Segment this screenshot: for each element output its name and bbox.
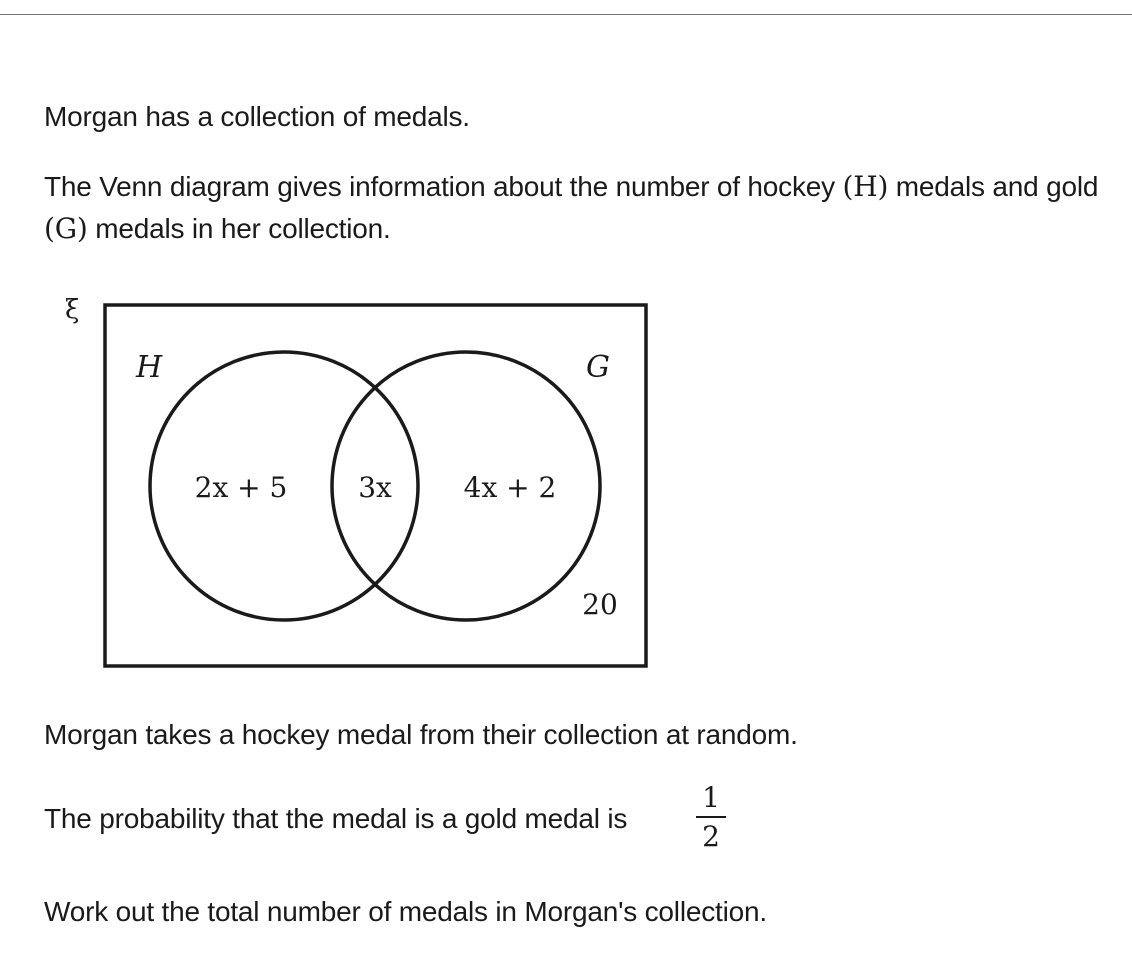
fraction-numerator: 1 [702, 781, 720, 814]
venn-description-part-1: The Venn diagram gives information about the number of hockey [44, 171, 843, 202]
hockey-circle-label: H [136, 350, 163, 385]
hockey-only-region: 2x + 5 [194, 471, 288, 504]
venn-description-part-3: medals in her collection. [87, 213, 391, 244]
venn-description-part-2: medals and gold [888, 171, 1099, 202]
gold-circle-label: G [586, 350, 610, 385]
gold-only-region: 4x + 2 [463, 471, 557, 504]
gold-set-symbol: (G) [44, 212, 88, 245]
probability-fraction [694, 780, 728, 856]
random-draw-text: Morgan takes a hockey medal from their collection at random. [44, 719, 798, 750]
hockey-set-symbol: (H) [842, 170, 889, 203]
intro-text: Morgan has a collection of medals. [44, 101, 470, 132]
task-text: Work out the total number of medals in Morgan's collection. [44, 896, 767, 927]
outside-region: 20 [582, 588, 618, 621]
universal-set-symbol: ξ [65, 295, 80, 325]
fraction-denominator: 2 [702, 820, 720, 853]
intersection-region: 3x [358, 471, 392, 504]
probability-text: The probability that the medal is a gold medal is [44, 803, 628, 834]
